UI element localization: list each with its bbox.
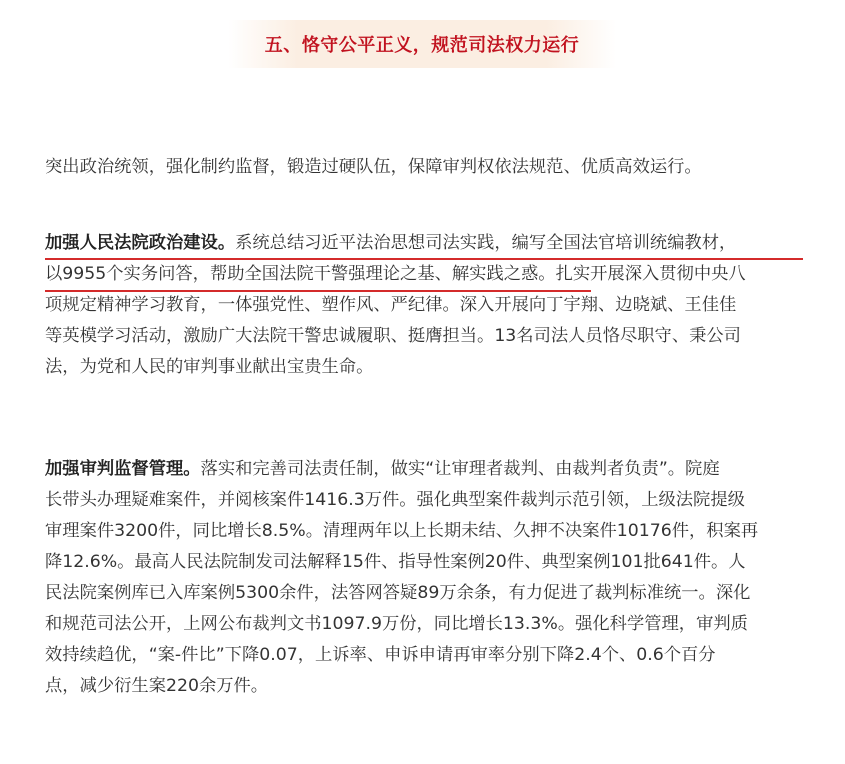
paragraph-text: 落实和完善司法责任制，做实“让审理者裁判、由裁判者负责”。院庭 xyxy=(200,459,720,479)
paragraph-line: 和规范司法公开，上网公布裁判文书1097.9万份，同比增长13.3%。强化科学管理，审判质 xyxy=(45,614,748,634)
paragraph-line xyxy=(45,454,815,485)
red-underline xyxy=(45,290,591,292)
intro-paragraph: 突出政治统领，强化制约监督，锻造过硬队伍，保障审判权依法规范、优质高效运行。 xyxy=(45,157,702,177)
paragraph-line: 法，为党和人民的审判事业献出宝贵生命。 xyxy=(45,357,374,377)
paragraph-text: 系统总结习近平法治思想司法实践，编写全国法官培训统编教材， xyxy=(235,233,737,253)
paragraph-line: 项规定精神学习教育，一体强党性、塑作风、严纪律。深入开展向丁宇翔、边晓斌、王佳佳 xyxy=(45,295,737,315)
section-title-banner xyxy=(228,20,616,68)
paragraph-line: 效持续趋优，“案-件比”下降0.07，上诉率、申诉申请再审率分别下降2.4个、0.6个百分 xyxy=(45,645,716,665)
red-underline xyxy=(45,258,803,260)
paragraph-line: 审理案件3200件，同比增长8.5%。清理两年以上长期未结、久押不决案件10176件，积案再 xyxy=(45,521,759,541)
paragraph-line xyxy=(45,228,815,259)
section-title: 五、恪守公平正义，规范司法权力运行 xyxy=(264,35,580,56)
paragraph-line: 长带头办理疑难案件，并阅核案件1416.3万件。强化典型案件裁判示范引领，上级法院提级 xyxy=(45,490,745,510)
paragraph-line: 点，减少衍生案220余万件。 xyxy=(45,676,269,696)
paragraph-trial-supervision xyxy=(45,454,815,702)
paragraph-line: 等英模学习活动，激励广大法院干警忠诚履职、挺膺担当。13名司法人员恪尽职守、秉公司 xyxy=(45,326,741,346)
paragraph-line: 民法院案例库已入库案例5300余件，法答网答疑89万余条，有力促进了裁判标准统一。深化 xyxy=(45,583,751,603)
paragraph-line: 降12.6%。最高人民法院制发司法解释15件、指导性案例20件、典型案例101批641件。人 xyxy=(45,552,746,572)
paragraph-line: 以9955个实务问答，帮助全国法院干警强理论之基、解实践之惑。扎实开展深入贯彻中央八 xyxy=(45,264,746,284)
paragraph-political-building xyxy=(45,228,815,383)
paragraph-lead-heading: 加强审判监督管理。 xyxy=(45,459,201,479)
paragraph-lead-heading: 加强人民法院政治建设。 xyxy=(45,233,236,253)
